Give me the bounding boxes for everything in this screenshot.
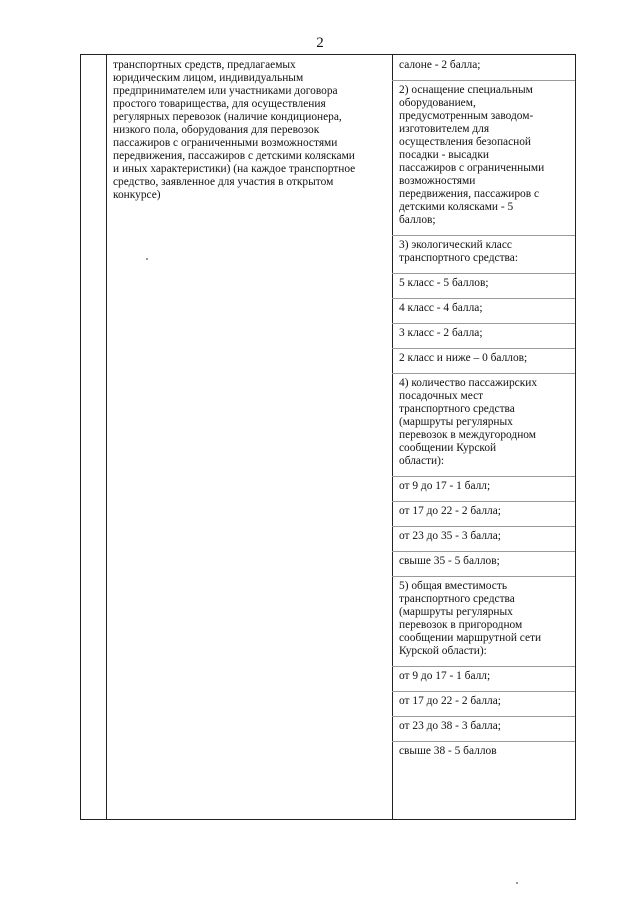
scoring-line: 5) общая вместимость bbox=[399, 580, 508, 592]
scoring-entry bbox=[399, 59, 573, 72]
table-column-divider bbox=[392, 55, 393, 819]
description-line: юридическим лицом, индивидуальным bbox=[113, 72, 304, 84]
scoring-separator bbox=[392, 501, 575, 502]
scoring-separator bbox=[392, 80, 575, 81]
scoring-separator bbox=[392, 691, 575, 692]
scoring-line: посадочных мест bbox=[399, 390, 484, 402]
scoring-separator bbox=[392, 741, 575, 742]
scoring-line: от 17 до 22 - 2 балла; bbox=[399, 695, 501, 707]
scoring-line: осуществления безопасной bbox=[399, 136, 532, 148]
scoring-separator bbox=[392, 576, 575, 577]
scoring-line: свыше 38 - 5 баллов bbox=[399, 745, 497, 757]
scoring-line: от 9 до 17 - 1 балл; bbox=[399, 670, 491, 682]
scoring-separator bbox=[392, 323, 575, 324]
description-line: простого товарищества, для осуществления bbox=[113, 98, 326, 110]
scoring-line: оборудованием, bbox=[399, 97, 476, 109]
scoring-separator bbox=[392, 666, 575, 667]
scoring-line: сообщении маршрутной сети bbox=[399, 632, 542, 644]
description-line: регулярных перевозок (наличие кондиционера, bbox=[113, 111, 342, 123]
scoring-line: (маршруты регулярных bbox=[399, 416, 513, 428]
scoring-entry bbox=[399, 530, 573, 543]
scoring-separator bbox=[392, 235, 575, 236]
scoring-entry bbox=[399, 480, 573, 493]
scoring-entry bbox=[399, 695, 573, 708]
scoring-entry bbox=[399, 377, 573, 468]
scoring-separator bbox=[392, 476, 575, 477]
scoring-entry bbox=[399, 327, 573, 340]
scoring-line: (маршруты регулярных bbox=[399, 606, 513, 618]
scoring-line: 2) оснащение специальным bbox=[399, 84, 533, 96]
scoring-separator bbox=[392, 526, 575, 527]
scoring-line: перевозок в междугородном bbox=[399, 429, 536, 441]
table-column-divider bbox=[106, 55, 107, 819]
scoring-entry bbox=[399, 580, 573, 658]
scoring-line: свыше 35 - 5 баллов; bbox=[399, 555, 500, 567]
scoring-separator bbox=[392, 551, 575, 552]
description-line: конкурсе) bbox=[113, 189, 161, 201]
scoring-line: транспортного средства bbox=[399, 403, 515, 415]
scoring-separator bbox=[392, 348, 575, 349]
scoring-entry bbox=[399, 670, 573, 683]
scoring-line: передвижения, пассажиров с bbox=[399, 188, 540, 200]
scoring-line: предусмотренным заводом- bbox=[399, 110, 534, 122]
scoring-entry bbox=[399, 84, 573, 227]
scoring-entry bbox=[399, 745, 573, 758]
criterion-description-cell bbox=[113, 59, 389, 202]
scoring-separator bbox=[392, 373, 575, 374]
scoring-line: области): bbox=[399, 455, 445, 467]
scoring-line: транспортного средства bbox=[399, 593, 515, 605]
scoring-line: от 17 до 22 - 2 балла; bbox=[399, 505, 501, 517]
scoring-line: 4 класс - 4 балла; bbox=[399, 302, 483, 314]
scan-speck bbox=[516, 882, 518, 884]
scoring-entry bbox=[399, 505, 573, 518]
scoring-entry bbox=[399, 555, 573, 568]
description-line: средство, заявленное для участия в открытом bbox=[113, 176, 334, 188]
description-line: предпринимателем или участниками договора bbox=[113, 85, 338, 97]
description-line: пассажиров с ограниченными возможностями bbox=[113, 137, 338, 149]
scoring-line: посадки - высадки bbox=[399, 149, 489, 161]
scoring-line: сообщении Курской bbox=[399, 442, 497, 454]
description-line: транспортных средств, предлагаемых bbox=[113, 59, 296, 71]
scan-speck bbox=[146, 258, 148, 260]
description-line: передвижения, пассажиров с детскими колясками bbox=[113, 150, 355, 162]
scoring-line: от 9 до 17 - 1 балл; bbox=[399, 480, 491, 492]
scoring-line: перевозок в пригородном bbox=[399, 619, 523, 631]
scoring-line: от 23 до 38 - 3 балла; bbox=[399, 720, 501, 732]
scoring-line: Курской области): bbox=[399, 645, 487, 657]
scoring-entry bbox=[399, 302, 573, 315]
scoring-entry bbox=[399, 239, 573, 265]
scoring-line: 3 класс - 2 балла; bbox=[399, 327, 483, 339]
scoring-line: баллов; bbox=[399, 214, 436, 226]
scoring-line: изготовителем для bbox=[399, 123, 490, 135]
scoring-entry bbox=[399, 277, 573, 290]
scoring-line: детскими колясками - 5 bbox=[399, 201, 514, 213]
scoring-separator bbox=[392, 273, 575, 274]
scoring-separator bbox=[392, 716, 575, 717]
scoring-line: возможностями bbox=[399, 175, 476, 187]
page-number: 2 bbox=[316, 35, 324, 51]
description-line: низкого пола, оборудования для перевозок bbox=[113, 124, 320, 136]
scoring-entry bbox=[399, 352, 573, 365]
scoring-entry bbox=[399, 720, 573, 733]
scoring-line: пассажиров с ограниченными bbox=[399, 162, 545, 174]
scoring-line: транспортного средства: bbox=[399, 252, 518, 264]
scoring-line: 2 класс и ниже – 0 баллов; bbox=[399, 352, 528, 364]
description-line: и иных характеристики) (на каждое транспортное bbox=[113, 163, 356, 175]
scoring-line: салоне - 2 балла; bbox=[399, 59, 481, 71]
scoring-separator bbox=[392, 298, 575, 299]
scoring-line: от 23 до 35 - 3 балла; bbox=[399, 530, 501, 542]
criteria-table bbox=[80, 54, 576, 820]
scoring-line: 5 класс - 5 баллов; bbox=[399, 277, 489, 289]
scoring-line: 3) экологический класс bbox=[399, 239, 512, 251]
scoring-line: 4) количество пассажирских bbox=[399, 377, 538, 389]
